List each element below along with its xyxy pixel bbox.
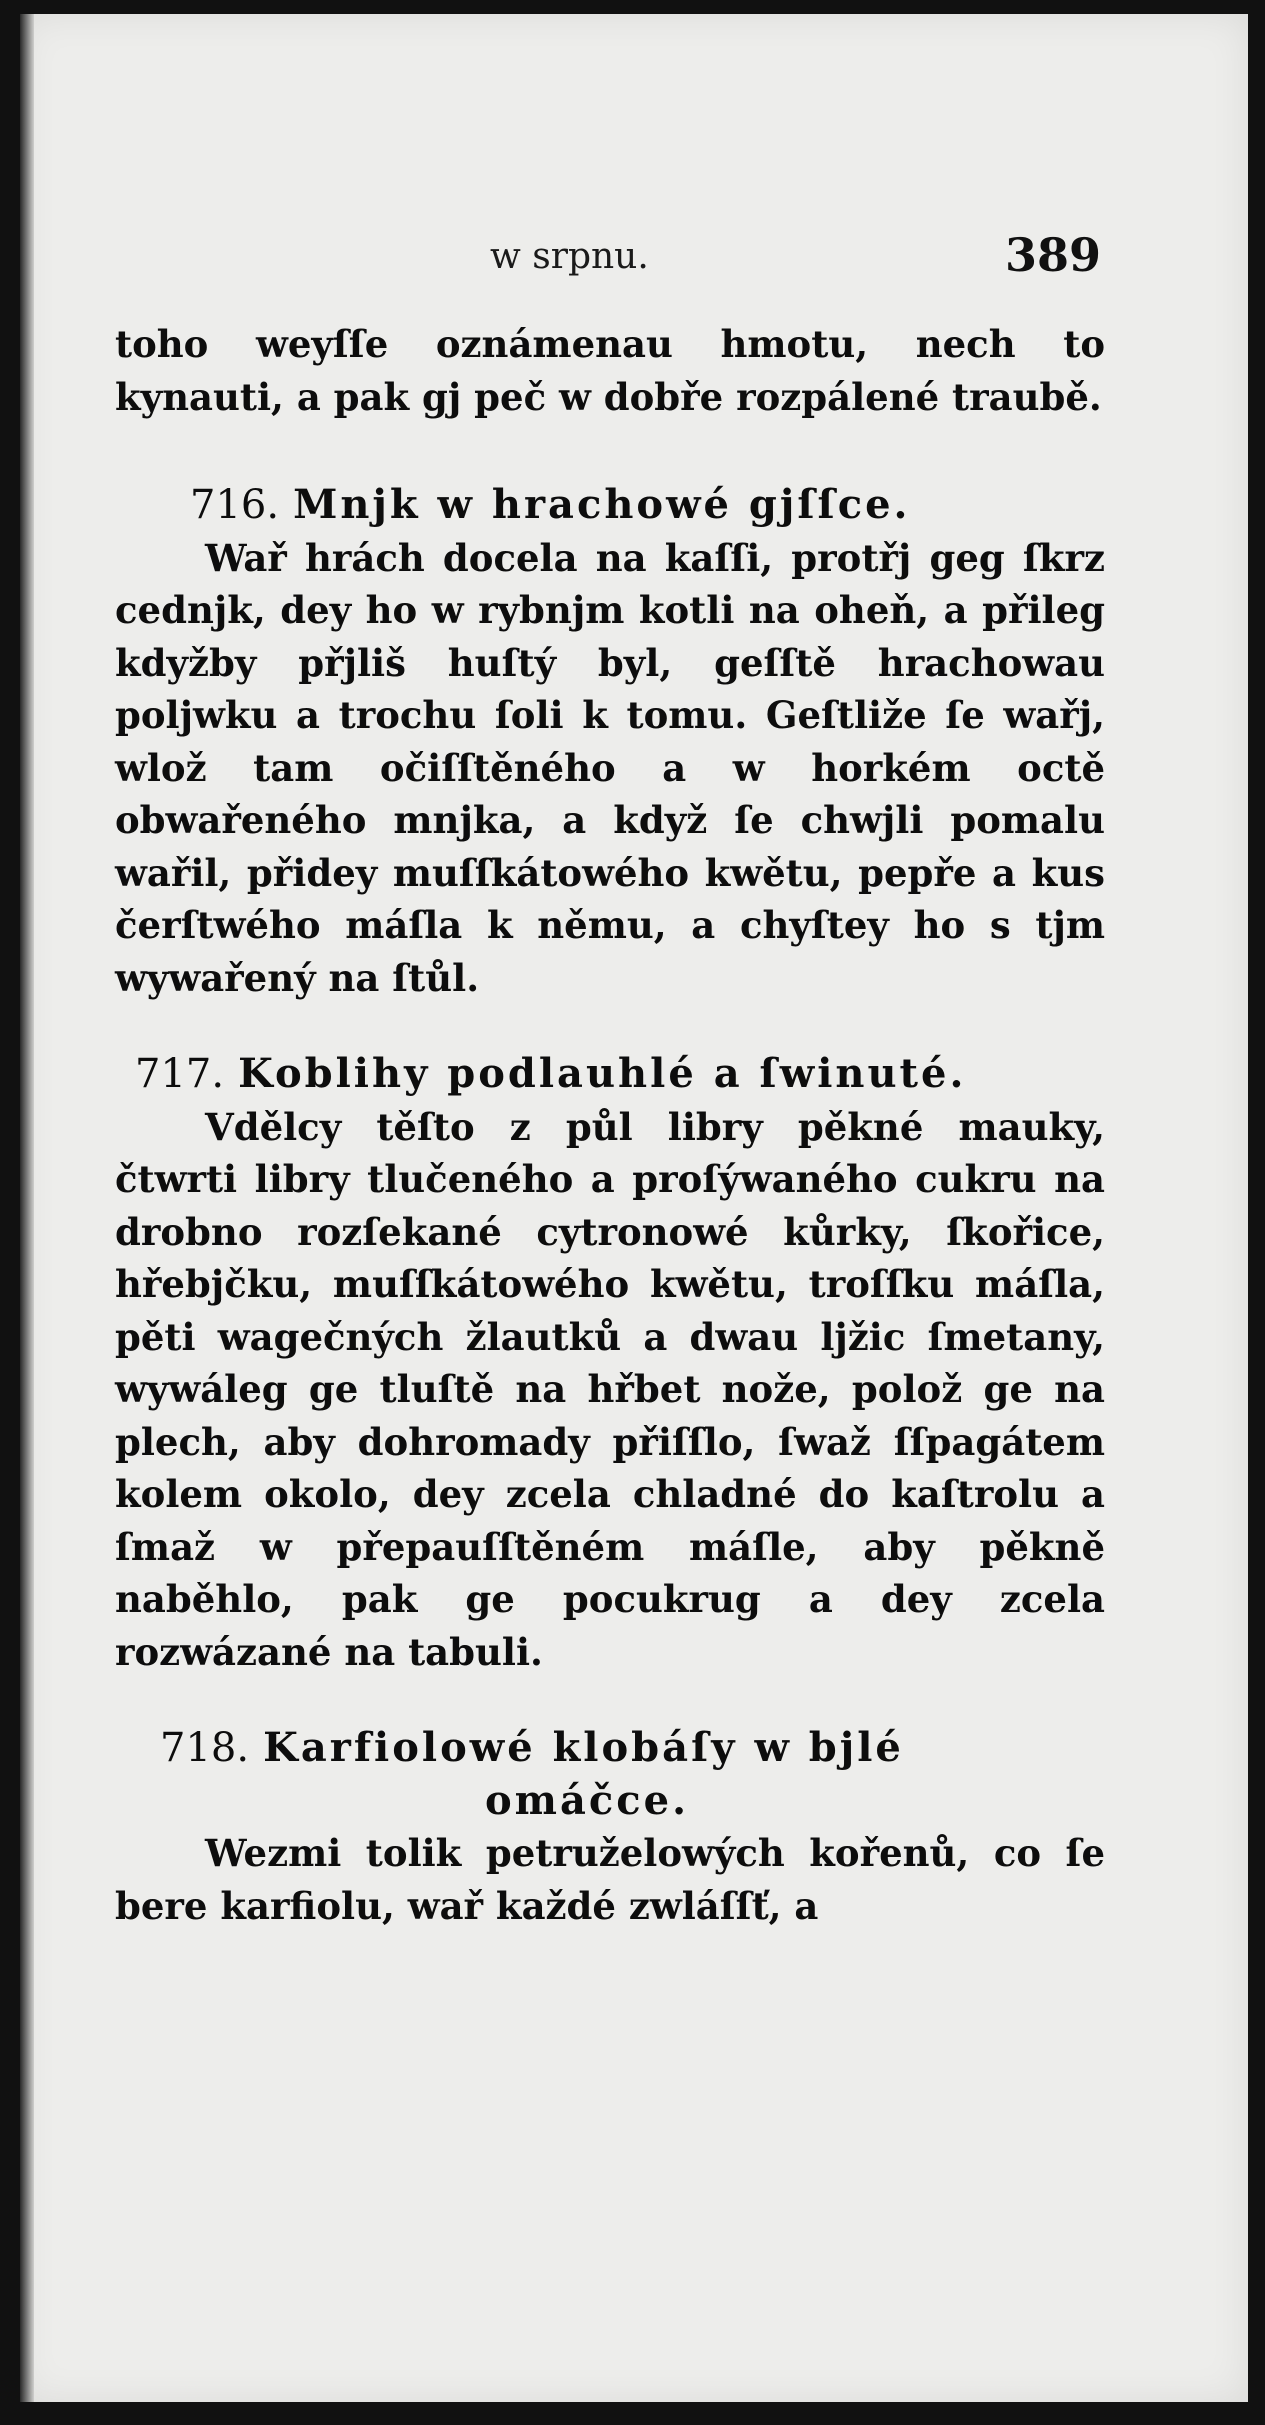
recipe-718-body: Wezmi tolik petruželowých kořenů, co ſe bere karfiolu, wař každé zwláſſť, a <box>115 1831 1105 1928</box>
recipe-716-number: 716. <box>190 482 280 528</box>
book-page <box>20 14 1248 2402</box>
recipe-718-title-line2: omáčce. <box>485 1776 690 1824</box>
recipe-716-title: Mnjk w hrachowé gjſſce. <box>293 481 911 528</box>
recipe-717-body: Vdělcy těſto z půl libry pěkné mauky, čtwrti libry tlučeného a proſýwaného cukru na drobno rozſekané cytronowé kůrky, ſkořice, hřebjčku, muſſkátowého kwětu, troſſku máſla, pěti wagečných žlautků a dwau ljžic ſmetany, wywáleg ge tluſtě na hřbet nože, polož ge na plech, aby dohromady přiſſlo, ſwaž ſſpagátem kolem okolo, dey zcela chladné do kaſtrolu a ſmaž w přepauſſtěném máſle, aby pěkně naběhlo, pak ge pocukrug a dey zcela rozwázané na tabuli. <box>115 1104 1105 1674</box>
recipe-716-body: Wař hrách docela na kaſſi, protřj geg ſkrz cednjk, dey ho w rybnjm kotli na oheň, a přileg kdyžby přjliš huſtý byl, geſſtě hrachowau poljwku a trochu ſoli k tomu. Geſtliže ſe wařj, wlož tam očiſſtěného a w horkém octě obwařeného mnjka, a když ſe chwjli pomalu wařil, přidey muſſkátowého kwětu, pepře a kus čerſtwého máſla k němu, a chyſtey ho s tjm wywařený na ſtůl. <box>115 535 1105 1000</box>
page-body <box>115 318 1105 1932</box>
continuation-paragraph: toho weyſſe oznámenau hmotu, nech to kynauti, a pak gj peč w dobře rozpálené traubě. <box>115 322 1105 419</box>
recipe-717-heading <box>115 1048 1105 1101</box>
recipe-717-title: Koblihy podlauhlé a ſwinuté. <box>238 1050 967 1097</box>
recipe-716-heading <box>115 479 1105 532</box>
page-fold-shadow <box>20 14 34 2402</box>
recipe-717-number: 717. <box>135 1051 225 1097</box>
recipe-718-heading <box>115 1722 1105 1775</box>
recipe-718-title-line1: Karfiolowé klobáſy w bjlé <box>263 1724 904 1771</box>
recipe-718-number: 718. <box>160 1725 250 1771</box>
running-head: w srpnu. <box>490 236 649 277</box>
page-number: 389 <box>1005 228 1102 282</box>
